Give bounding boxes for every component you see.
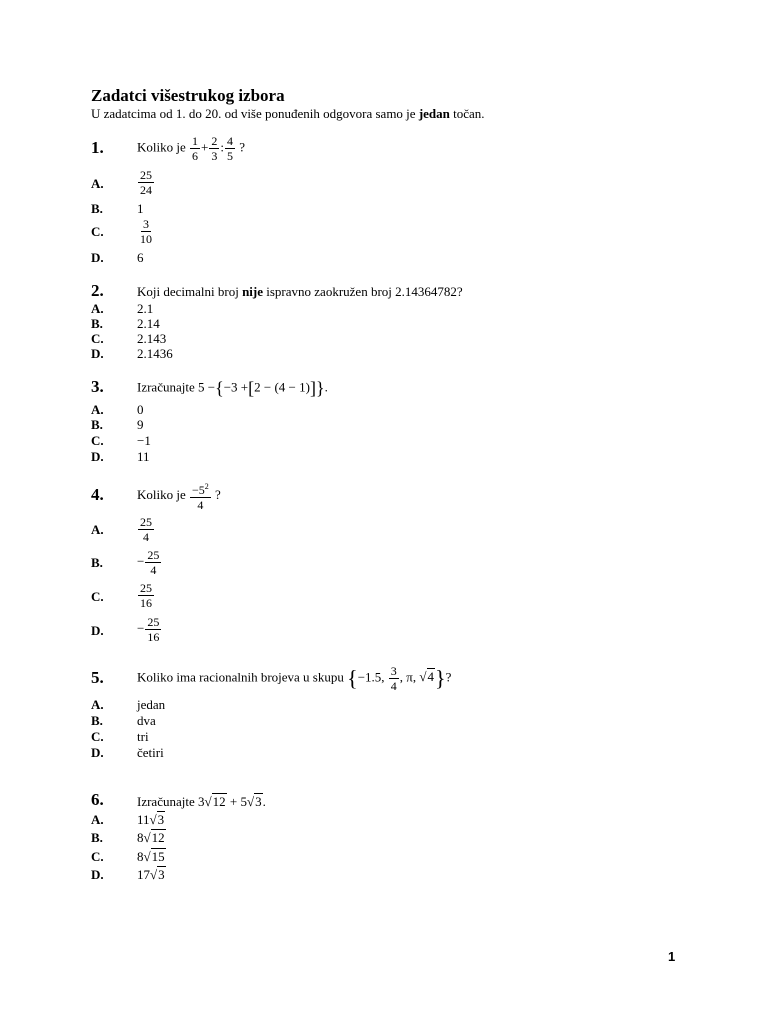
q3-option-c-label: C. bbox=[91, 433, 104, 448]
q3-part-3: 2 − (4 − 1) bbox=[254, 379, 310, 395]
q5-prefix: Koliko ima racionalnih brojeva u skupu bbox=[137, 669, 344, 685]
q2-option-a-label: A. bbox=[91, 301, 104, 316]
q5-option-c: tri bbox=[137, 729, 149, 744]
q5-option-d-label: D. bbox=[91, 745, 104, 760]
question-3-number: 3. bbox=[91, 377, 104, 396]
q5-f-num: 3 bbox=[390, 664, 397, 678]
q6-c-radicand: 15 bbox=[151, 849, 165, 864]
q4-a-num: 25 bbox=[140, 515, 152, 529]
q6-option-b bbox=[137, 830, 166, 846]
q4-option-a-label: A. bbox=[91, 522, 104, 537]
q5-fraction bbox=[389, 664, 399, 693]
q1-fraction-2 bbox=[209, 134, 219, 163]
q6-coef-2: 5 bbox=[240, 794, 247, 809]
q5-option-b-label: B. bbox=[91, 713, 103, 728]
q1-op1: + bbox=[201, 139, 209, 155]
q3-option-a: 0 bbox=[137, 402, 144, 417]
sqrt-symbol: √ bbox=[419, 669, 427, 685]
q4-c-den: 16 bbox=[140, 596, 152, 610]
q1-c-num: 3 bbox=[143, 217, 149, 231]
q2-bold: nije bbox=[242, 284, 264, 299]
q4-den: 4 bbox=[197, 498, 204, 512]
q6-option-d bbox=[137, 867, 166, 883]
q6-b-coef: 8 bbox=[137, 830, 144, 845]
sqrt-symbol: √ bbox=[143, 830, 151, 845]
q4-num-exponent: 2 bbox=[204, 482, 209, 491]
q6-operator: + bbox=[226, 794, 241, 809]
q4-c-num: 25 bbox=[140, 581, 152, 595]
q2-option-d: 2.1436 bbox=[137, 346, 173, 361]
q1-option-c bbox=[137, 217, 155, 246]
question-3-text bbox=[137, 378, 328, 399]
q2-option-c-label: C. bbox=[91, 331, 104, 346]
q6-radicand-2: 3 bbox=[255, 794, 262, 809]
q2-option-c: 2.143 bbox=[137, 331, 167, 346]
q4-option-b bbox=[137, 548, 162, 577]
sqrt-symbol: √ bbox=[150, 867, 158, 882]
q1-a-den: 24 bbox=[140, 183, 152, 197]
q1-option-a bbox=[137, 168, 155, 197]
q1-option-c-label: C. bbox=[91, 224, 104, 239]
q1-f2-den: 3 bbox=[211, 149, 218, 163]
sqrt-symbol: √ bbox=[143, 849, 151, 864]
q6-option-a bbox=[137, 812, 165, 828]
q4-option-c-label: C. bbox=[91, 589, 104, 604]
q3-part-1: 5 − bbox=[197, 379, 216, 395]
sqrt-symbol: √ bbox=[246, 794, 255, 809]
q1-f3-den: 5 bbox=[226, 149, 233, 163]
q6-d-coef: 17 bbox=[137, 867, 150, 882]
q4-d-num: 25 bbox=[147, 615, 160, 629]
q3-option-c: −1 bbox=[137, 433, 151, 448]
question-2-text bbox=[137, 284, 463, 300]
q5-option-d: četiri bbox=[137, 745, 164, 760]
q1-prefix: Koliko je bbox=[137, 139, 186, 155]
q3-option-b: 9 bbox=[137, 417, 144, 432]
q1-a-num: 25 bbox=[140, 168, 152, 182]
q2-option-b-label: B. bbox=[91, 316, 103, 331]
page-number: 1 bbox=[668, 949, 676, 964]
q3-right-bracket: ] bbox=[309, 378, 316, 398]
q6-c-coef: 8 bbox=[137, 849, 144, 864]
q4-prefix: Koliko je bbox=[137, 486, 186, 502]
q6-option-b-label: B. bbox=[91, 830, 103, 845]
q5-element-1: −1.5, bbox=[357, 669, 385, 685]
q4-option-d-label: D. bbox=[91, 623, 104, 638]
instructions-bold: jedan bbox=[418, 106, 450, 121]
instructions-text: U zadatcima od 1. do 20. od više ponuđenih odgovora samo je bbox=[91, 106, 419, 121]
q3-right-brace: } bbox=[315, 378, 325, 398]
q6-prefix: Izračunajte bbox=[137, 794, 195, 809]
q5-element-2: , π, bbox=[399, 669, 417, 685]
q5-option-b: dva bbox=[137, 713, 156, 728]
q1-option-b: 1 bbox=[137, 201, 144, 216]
q6-a-radicand: 3 bbox=[157, 812, 165, 827]
q6-option-a-label: A. bbox=[91, 812, 104, 827]
q4-num-base: −5 bbox=[192, 483, 205, 497]
instructions bbox=[91, 106, 485, 122]
q4-option-b-label: B. bbox=[91, 555, 103, 570]
q4-a-den: 4 bbox=[143, 530, 149, 544]
sqrt-symbol: √ bbox=[149, 812, 157, 827]
q4-option-c bbox=[137, 581, 155, 610]
q6-a-coef: 11 bbox=[137, 812, 150, 827]
q3-option-d-label: D. bbox=[91, 449, 104, 464]
q4-option-d bbox=[137, 615, 162, 644]
q1-f1-num: 1 bbox=[192, 134, 198, 148]
q5-suffix: ? bbox=[445, 669, 452, 685]
q4-d-sign: − bbox=[137, 620, 145, 636]
q5-option-a-label: A. bbox=[91, 697, 104, 712]
q1-option-d-label: D. bbox=[91, 250, 104, 265]
q2-post: ispravno zaokružen broj 2.14364782? bbox=[263, 284, 463, 299]
q5-left-brace: { bbox=[347, 665, 358, 691]
q1-c-den: 10 bbox=[140, 232, 152, 246]
q4-b-sign: − bbox=[137, 553, 145, 569]
q3-part-2: −3 + bbox=[223, 379, 249, 395]
sqrt-symbol: √ bbox=[204, 794, 212, 809]
q5-right-brace: } bbox=[435, 665, 446, 691]
question-6-text bbox=[137, 794, 266, 810]
q1-fraction-3 bbox=[225, 134, 235, 163]
q6-suffix: . bbox=[262, 794, 266, 809]
q6-option-d-label: D. bbox=[91, 867, 104, 882]
q2-option-b: 2.14 bbox=[137, 316, 160, 331]
q5-f-den: 4 bbox=[390, 679, 397, 693]
q3-prefix: Izračunajte bbox=[137, 379, 195, 395]
q1-option-a-label: A. bbox=[91, 176, 104, 191]
question-1-number: 1. bbox=[91, 138, 104, 157]
q2-option-a: 2.1 bbox=[137, 301, 154, 316]
section-title: Zadatci višestrukog izbora bbox=[91, 86, 285, 105]
instructions-text-end: točan. bbox=[449, 106, 485, 121]
question-2-number: 2. bbox=[91, 281, 104, 300]
q3-option-a-label: A. bbox=[91, 402, 104, 417]
question-5-text bbox=[137, 664, 451, 693]
q6-d-radicand: 3 bbox=[158, 867, 165, 882]
q4-d-den: 16 bbox=[147, 630, 160, 644]
q4-b-den: 4 bbox=[150, 563, 157, 577]
q1-option-b-label: B. bbox=[91, 201, 103, 216]
question-6-number: 6. bbox=[91, 790, 104, 809]
q4-suffix: ? bbox=[215, 486, 221, 502]
q1-suffix: ? bbox=[239, 139, 245, 155]
q5-sqrt bbox=[419, 669, 435, 685]
q5-option-a: jedan bbox=[137, 697, 166, 712]
q3-suffix: . bbox=[324, 379, 328, 395]
question-1-text bbox=[137, 134, 245, 163]
q3-left-brace: { bbox=[215, 378, 224, 398]
q3-left-bracket: [ bbox=[248, 378, 255, 398]
question-4-text bbox=[137, 480, 221, 512]
q4-b-num: 25 bbox=[147, 548, 160, 562]
question-4-number: 4. bbox=[91, 485, 104, 504]
q6-radicand-1: 12 bbox=[212, 794, 226, 809]
q6-option-c bbox=[137, 849, 166, 865]
q1-f1-den: 6 bbox=[192, 149, 198, 163]
q6-coef-1: 3 bbox=[197, 794, 205, 809]
q1-option-d: 6 bbox=[137, 250, 144, 265]
q4-fraction bbox=[190, 480, 211, 512]
q5-radicand: 4 bbox=[427, 669, 434, 685]
question-5-number: 5. bbox=[91, 668, 104, 687]
q6-option-c-label: C. bbox=[91, 849, 104, 864]
q1-op2: : bbox=[220, 139, 224, 155]
q1-f3-num: 4 bbox=[226, 134, 233, 148]
q3-option-d: 11 bbox=[137, 449, 150, 464]
q1-f2-num: 2 bbox=[211, 134, 218, 148]
q4-option-a bbox=[137, 515, 155, 544]
q2-pre: Koji decimalni broj bbox=[137, 284, 243, 299]
q3-option-b-label: B. bbox=[91, 417, 103, 432]
q6-b-radicand: 12 bbox=[151, 830, 165, 845]
q2-option-d-label: D. bbox=[91, 346, 104, 361]
q1-fraction-1 bbox=[190, 134, 200, 163]
q5-option-c-label: C. bbox=[91, 729, 104, 744]
